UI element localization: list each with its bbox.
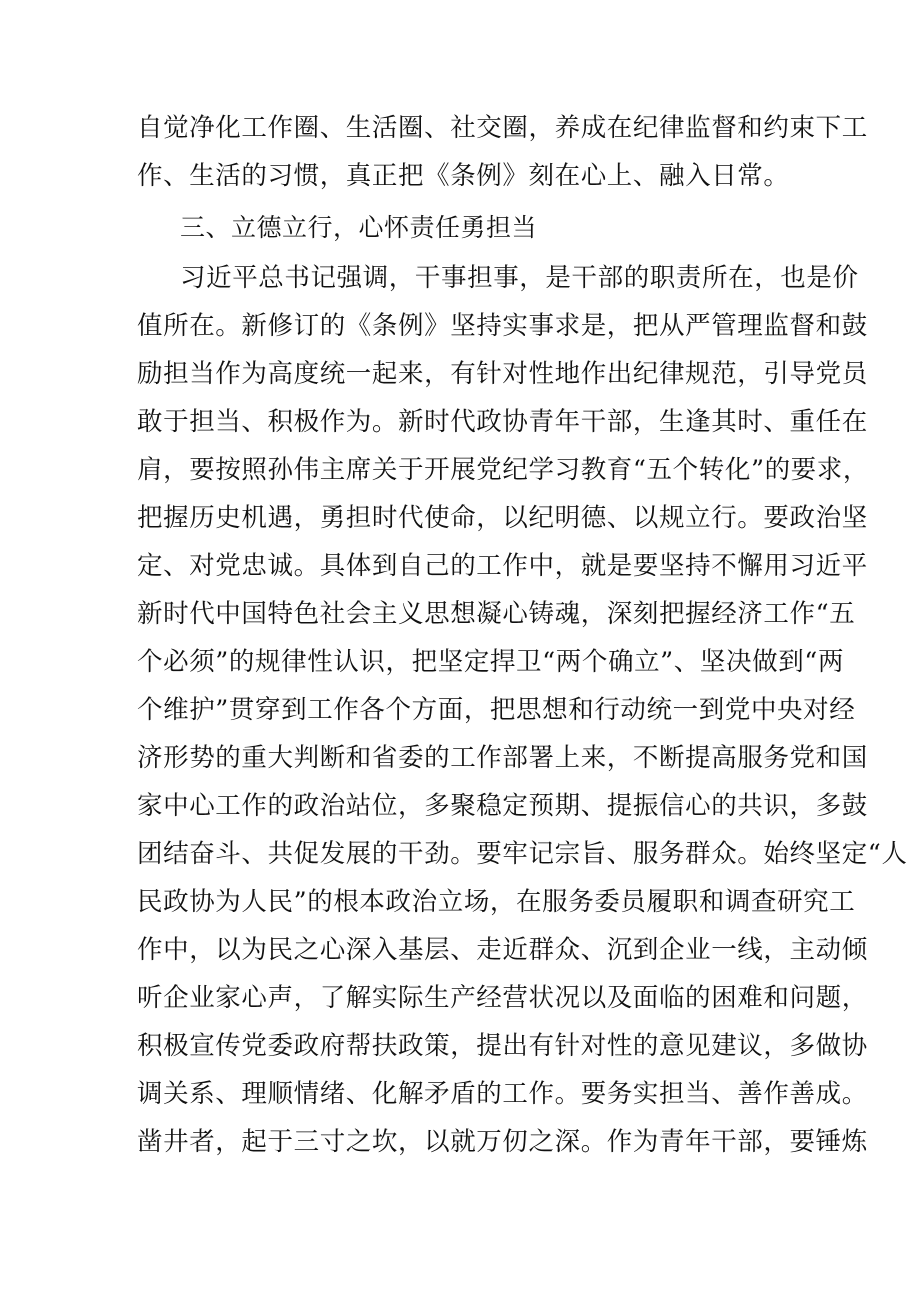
body-line-18: 调关系、理顺情绪、化解矛盾的工作。要务实担当、善作善成。	[137, 1079, 868, 1109]
body-line-7: 定、对党忠诚。具体到自己的工作中，就是要坚持不懈用习近平	[137, 551, 868, 581]
body-line-1: 习近平总书记强调，干事担事，是干部的职责所在，也是价	[180, 263, 859, 293]
intro-line-1: 自觉净化工作圈、生活圈、社交圈，养成在纪律监督和约束下工	[137, 113, 868, 143]
intro-line-2: 作、生活的习惯，真正把《条例》刻在心上、融入日常。	[137, 161, 790, 191]
body-line-16: 听企业家心声，了解实际生产经营状况以及面临的困难和问题，	[137, 983, 868, 1013]
body-line-4: 敢于担当、积极作为。新时代政协青年干部，生逢其时、重任在	[137, 407, 868, 437]
body-line-19: 凿井者，起于三寸之坎，以就万仞之深。作为青年干部，要锤炼	[137, 1127, 868, 1157]
body-line-6: 把握历史机遇，勇担时代使命，以纪明德、以规立行。要政治坚	[137, 503, 868, 533]
body-line-8: 新时代中国特色社会主义思想凝心铸魂，深刻把握经济工作“五	[137, 599, 856, 629]
body-line-12: 家中心工作的政治站位，多聚稳定预期、提振信心的共识，多鼓	[137, 791, 868, 821]
body-line-3: 励担当作为高度统一起来，有针对性地作出纪律规范，引导党员	[137, 359, 868, 389]
body-line-13: 团结奋斗、共促发展的干劲。要牢记宗旨、服务群众。始终坚定“人	[137, 839, 908, 869]
body-line-14: 民政协为人民”的根本政治立场，在服务委员履职和调查研究工	[137, 887, 856, 917]
body-line-10: 个维护”贯穿到工作各个方面，把思想和行动统一到党中央对经	[137, 695, 856, 725]
body-line-11: 济形势的重大判断和省委的工作部署上来，不断提高服务党和国	[137, 743, 868, 773]
body-line-17: 积极宣传党委政府帮扶政策，提出有针对性的意见建议，多做协	[137, 1031, 868, 1061]
section-heading: 三、立德立行，心怀责任勇担当	[180, 213, 538, 242]
body-line-5: 肩，要按照孙伟主席关于开展党纪学习教育“五个转化”的要求，	[137, 455, 869, 485]
body-line-2: 值所在。新修订的《条例》坚持实事求是，把从严管理监督和鼓	[137, 311, 868, 341]
body-line-15: 作中，以为民之心深入基层、走近群众、沉到企业一线，主动倾	[137, 935, 868, 965]
body-line-9: 个必须”的规律性认识，把坚定捍卫“两个确立”、坚决做到“两	[137, 647, 845, 677]
